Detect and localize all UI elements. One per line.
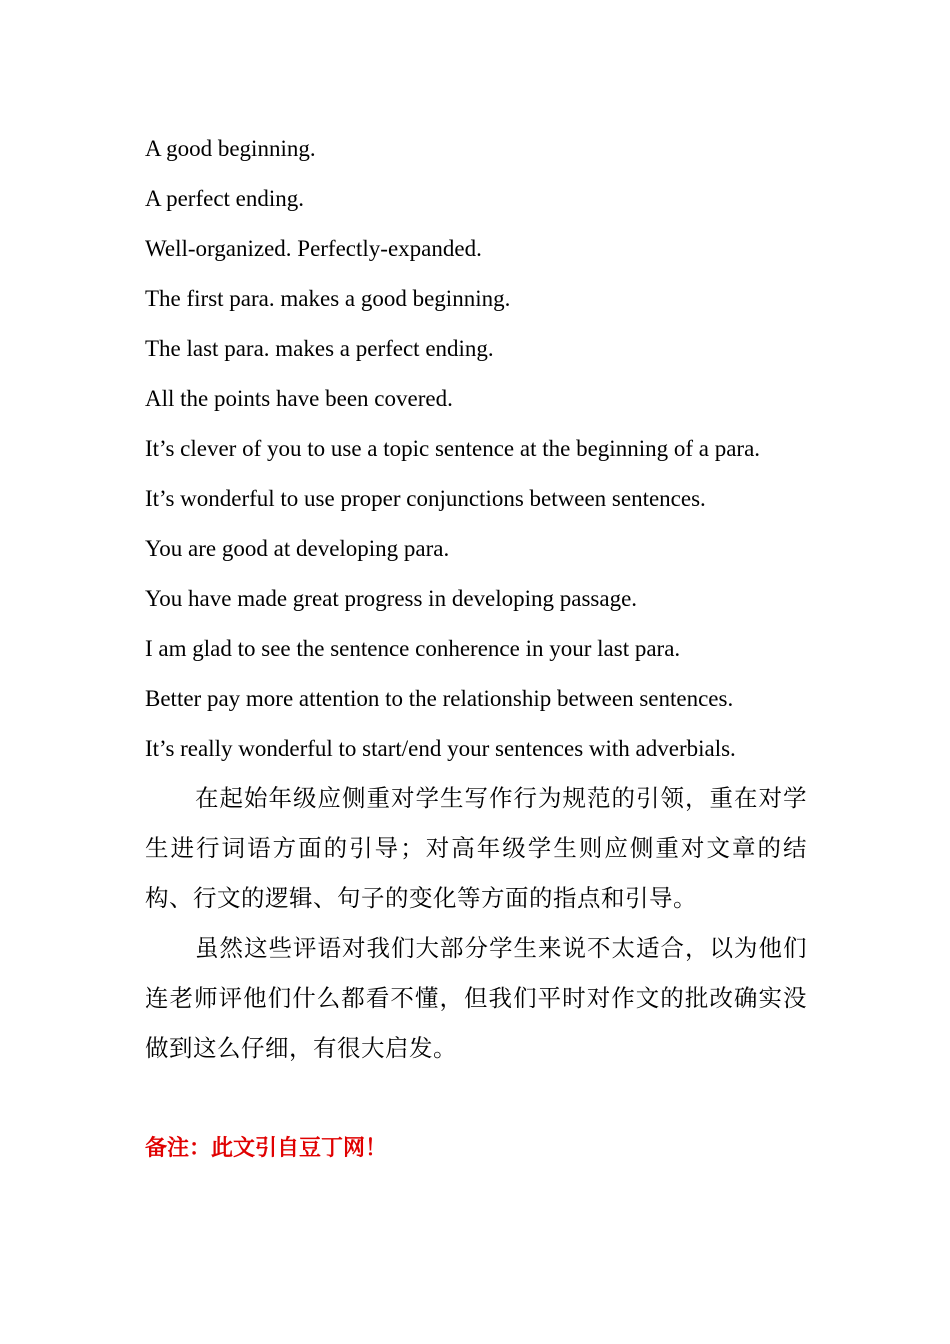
comment-line: A good beginning. [145,136,316,161]
comment-line: The last para. makes a perfect ending. [145,336,494,361]
comment-line: It’s clever of you to use a topic sentence at the beginning of a para. [145,436,761,461]
comment-line: You are good at developing para. [145,536,450,561]
document-body [145,124,807,1174]
comment-line: Well-organized. Perfectly-expanded. [145,236,482,261]
comment-line: It’s wonderful to use proper conjunctions between sentences. [145,486,706,511]
comment-line: You have made great progress in developing passage. [145,586,638,611]
comment-line: All the points have been covered. [145,386,453,411]
comment-line: A perfect ending. [145,186,305,211]
chinese-paragraph: 虽然这些评语对我们大部分学生来说不太适合，以为他们连老师评他们什么都看不懂，但我们平时对作文的批改确实没做到这么仔细，有很大启发。 [145,936,807,1062]
chinese-paragraph: 在起始年级应侧重对学生写作行为规范的引领，重在对学生进行词语方面的引导；对高年级学生则应侧重对文章的结构、行文的逻辑、句子的变化等方面的指点和引导。 [145,786,807,912]
comment-line: Better pay more attention to the relationship between sentences. [145,686,734,711]
comment-line: It’s really wonderful to start/end your sentences with adverbials. [145,736,736,761]
comment-line: The first para. makes a good beginning. [145,286,511,311]
source-note: 备注：此文引自豆丁网！ [145,1136,388,1161]
comment-line: I am glad to see the sentence conherence in your last para. [145,636,681,661]
blank-line [145,1074,807,1124]
